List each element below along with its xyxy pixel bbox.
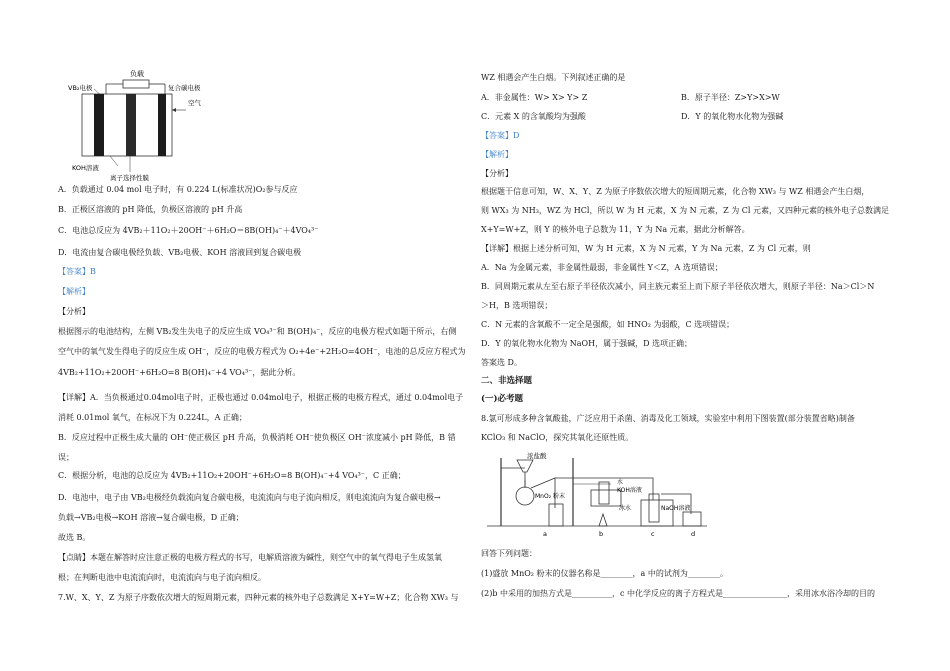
q6-fenxi-heading: 【分析】 — [58, 307, 90, 316]
composite-electrode — [158, 94, 166, 156]
q7-option-b: B．原子半径：Z>Y>X>W — [681, 93, 780, 102]
q6-jiexi-heading: 【解析】 — [58, 287, 90, 296]
q6-analysis-line3: 4VB₂+11O₂+20OH⁻+6H₂O=8 B(OH)₄⁻+4 VO₄³⁻，据此分析。 — [58, 368, 301, 377]
apparatus-diagram — [485, 448, 715, 544]
q7-jiexi-heading: 【解析】 — [481, 150, 513, 159]
q6-detail-line7: 负载→VB₂电极→KOH 溶液→复合碳电极，D 正确； — [58, 513, 244, 522]
q6-detail-line5: C．根据分析，电池的总反应为 4VB₂+11O₂+20OH⁻+6H₂O=8 B(OH)₄⁻+4 VO₄³⁻，C 正确； — [58, 471, 406, 480]
section-subheading: (一)必考题 — [481, 394, 524, 404]
label-composite-electrode: 复合碳电极 — [168, 84, 201, 92]
q6-detail-line8: 故选 B。 — [58, 533, 91, 542]
load-box — [123, 80, 149, 88]
q6-detail-line6: D．电池中，电子由 VB₂电极经负载流向复合碳电极，电流流向与电子流向相反，则电流流向为复合碳电极→ — [58, 493, 441, 502]
label-koh: KOH溶液 — [72, 164, 99, 172]
label-d: d — [691, 530, 696, 538]
label-water: 水 — [617, 479, 624, 486]
q6-option-a: A．负载通过 0.04 mol 电子时，有 0.224 L(标准状况)O₂参与反应 — [58, 185, 298, 194]
q6-analysis-line1: 根据图示的电池结构，左侧 VB₂发生失电子的反应生成 VO₄³⁻和 B(OH)₄⁻，反应的电极方程式如题干所示，右侧 — [58, 327, 457, 336]
vb2-electrode — [94, 94, 104, 156]
q6-detail-line2: 消耗 0.01mol 氧气，在标况下为 0.224L，A 正确； — [58, 413, 247, 422]
q6-detail-line1: 【详解】A．当负极通过0.04mol电子时，正极也通过 0.04mol电子，根据正极的电极方程式，通过 0.04mol电子 — [58, 393, 464, 402]
label-conc-hcl: 浓盐酸 — [527, 452, 547, 460]
label-mno2: MnO₂ 粉末 — [535, 493, 566, 500]
q8-sub2: (2)b 中采用的加热方式是__________，c 中化学反应的离子方程式是________________，采用冰水浴冷却的目的 — [481, 589, 876, 598]
q7-detail-line3: B．同周期元素从左至右原子半径依次减小，同主族元素至上而下原子半径依次增大，则原子半径：Na＞Cl＞N — [481, 282, 875, 291]
label-a: a — [543, 530, 547, 538]
membrane — [126, 94, 136, 156]
label-load: 负载 — [130, 70, 144, 78]
q7-detail-line1: 【详解】根据上述分析可知，W 为 H 元素，X 为 N 元素，Y 为 Na 元素，Z 为 Cl 元素，则 — [481, 244, 811, 253]
q7-fenxi-heading: 【分析】 — [481, 169, 513, 178]
q6-detail-line3: B．反应过程中正极生成大量的 OH⁻使正极区 pH 升高，负极消耗 OH⁻使负极区 OH⁻浓度减小 pH 降低，B 错 — [58, 433, 456, 442]
q8-stem-line1: 8.氯可形成多种含氧酸盐，广泛应用于杀菌、消毒及化工领域，实验室中利用下图装置(部分装置省略)制备 — [481, 414, 855, 423]
q7-stem-cont: WZ 相遇会产生白烟。下列叙述正确的是 — [481, 73, 626, 82]
flask-a — [516, 487, 534, 505]
q7-analysis-line2: 则 WX₃ 为 NH₃，WZ 为 HCl，所以 W 为 H 元素，X 为 N 元素，Z 为 Cl 元素，又四种元素的核外电子总数满足 — [481, 206, 890, 215]
q6-option-c: C．电池总反应为 4VB₂＋11O₂＋20OH⁻＋6H₂O＝8B(OH)₄⁻＋4VO₄³⁻ — [58, 226, 319, 235]
label-membrane: 离子选择性膜 — [110, 174, 149, 182]
q7-detail-line7: 答案选 D。 — [481, 358, 522, 367]
q6-tip-line1: 【点睛】本题在解答时应注意正极的电极方程式的书写，电解质溶液为碱性，则空气中的氧气得电子生成氢氧 — [58, 553, 442, 562]
q7-detail-line6: D．Y 的氧化物水化物为 NaOH，属于强碱，D 选项正确； — [481, 339, 693, 348]
label-air: 空气 — [188, 99, 201, 107]
q7-analysis-line3: X+Y=W+Z，则 Y 的核外电子总数为 11，Y 为 Na 元素，据此分析解答。 — [481, 225, 750, 234]
q6-tip-line2: 根；在判断电池中电流流向时，电流流向与电子流向相反。 — [58, 573, 266, 582]
q8-sub1: (1)盛放 MnO₂ 粉末的仪器名称是________，a 中的试剂为________。 — [481, 569, 728, 578]
q7-analysis-line1: 根据题干信息可知，W、X、Y、Z 为原子序数依次增大的短周期元素，化合物 XW₃ 与 WZ 相遇会产生白烟， — [481, 187, 870, 196]
q7-answer: 【答案】D — [481, 131, 520, 140]
q7-option-a: A．非金属性：W> X> Y> Z — [481, 93, 588, 102]
bottle-b — [549, 504, 563, 526]
label-vb2-electrode: VB₂电极 — [68, 84, 93, 92]
label-koh-solution: KOH溶液 — [617, 487, 642, 494]
q7-detail-line4: ＞H，B 选项错误； — [481, 301, 553, 310]
label-b: b — [599, 530, 604, 538]
section-heading-2: 二、非选择题 — [481, 376, 533, 386]
beaker-d — [683, 512, 701, 526]
q7-detail-line2: A．Na 为金属元素，非金属性最弱，非金属性 Y＜Z，A 选项错误； — [481, 263, 723, 272]
battery-diagram — [68, 64, 248, 184]
q6-analysis-line2: 空气中的氧气发生得电子的反应生成 OH⁻，反应的电极方程式为 O₂+4e⁻+2H₂O=4OH⁻，电池的总反应方程式为 — [58, 347, 466, 356]
q7-stem: 7.W、X、Y、Z 为原子序数依次增大的短周期元素，四种元素的核外电子总数满足 X+Y=W+Z；化合物 XW₃ 与 — [58, 593, 459, 602]
label-naoh: NaOH溶液 — [661, 505, 691, 512]
q6-answer: 【答案】B — [58, 267, 96, 276]
q7-detail-line5: C．N 元素的含氧酸不一定全是强酸，如 HNO₂ 为弱酸，C 选项错误； — [481, 320, 735, 329]
label-c: c — [651, 530, 655, 538]
q7-option-c: C．元素 X 的含氧酸均为强酸 — [481, 112, 586, 121]
q8-stem-line2: KClO₃ 和 NaClO，探究其氧化还原性质。 — [481, 433, 634, 442]
q6-detail-line4: 误； — [58, 453, 74, 462]
q7-option-d: D．Y 的氧化物水化物为强碱 — [681, 112, 784, 121]
label-ice-water: 冰水 — [619, 505, 632, 512]
q6-option-d: D．电流由复合碳电极经负载、VB₂电极、KOH 溶液回到复合碳电极 — [58, 248, 302, 257]
q8-prompt: 回答下列问题： — [481, 549, 537, 558]
q6-option-b: B．正极区溶液的 pH 降低，负极区溶液的 pH 升高 — [58, 205, 243, 214]
